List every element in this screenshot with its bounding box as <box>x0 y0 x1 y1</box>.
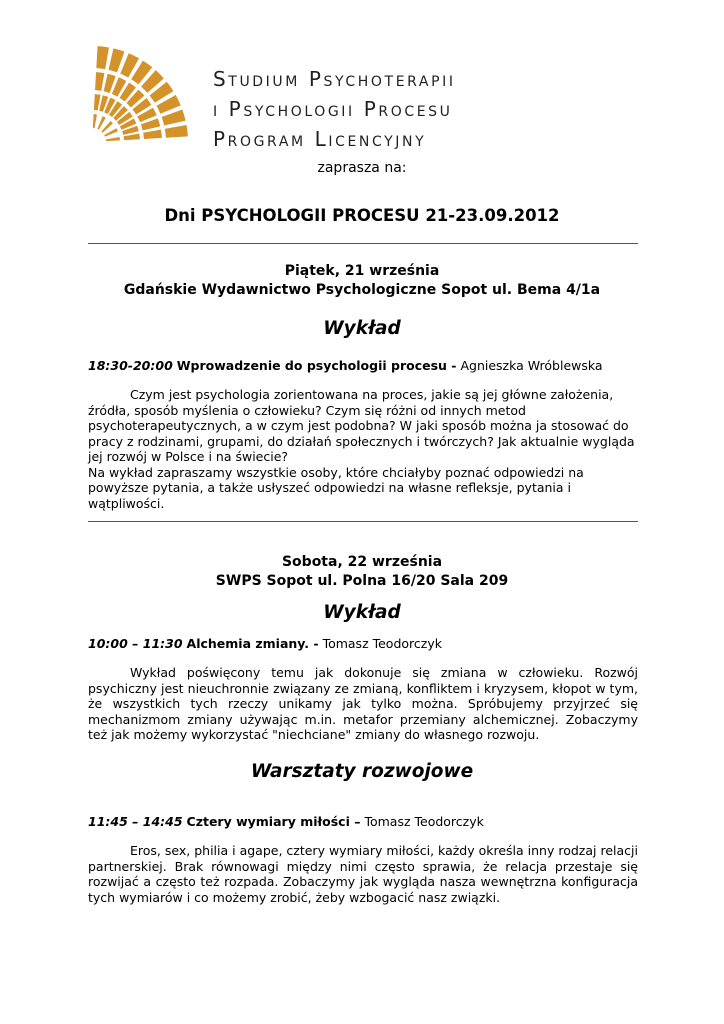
day1-date: Piątek, 21 września <box>284 263 440 279</box>
logo-ray-segment <box>165 125 188 138</box>
day2-paragraph-2: Eros, sex, philia i agape, cztery wymiary miłości, każdy określa inny rodzaj relacji partnerskiej. Brak równowagi między nimi często sprawia, że relacja przestaje się rozwijać a często też rozpada. Zobaczymy jak wygląda nasza wewnętrzna konfiguracja tych wymiarów i co możemy zrobić, żeby wzbogacić nasz związki. <box>88 843 638 905</box>
logo-ray-segment <box>93 114 97 128</box>
session-title: Alchemia zmiany. - <box>186 636 319 651</box>
logo-mark <box>88 44 188 144</box>
divider <box>88 521 638 522</box>
day2-paragraph-1: Wykład poświęcony temu jak dokonuje się zmiana w człowieku. Rozwój psychiczny jest nieuchronnie związany ze zmianą, konfliktem i kryzysem, kłopot w tym, że wszystkich tych rzeczy unikamy jak tylko można. Spróbujemy przyjrzeć się mechanizmom zmiany używając m.in. metafor przemiany alchemicznej. Zobaczymy też jak możemy wykorzystać "niechciane" zmiany do własnego rozwoju. <box>88 665 638 742</box>
logo-ray-segment <box>101 121 113 133</box>
session-time: 18:30-20:00 <box>88 358 173 373</box>
day2-description-1 <box>88 665 638 743</box>
session-title: Cztery wymiary miłości – <box>186 814 361 829</box>
logo-ray-segment <box>143 130 162 139</box>
day2-date: Sobota, 22 września <box>281 554 443 570</box>
divider <box>88 243 638 244</box>
logo-ray-segment <box>96 46 109 69</box>
logo-ray-segment <box>94 94 101 110</box>
page-title: Dni PSYCHOLOGII PROCESU 21-23.09.2012 <box>164 206 560 225</box>
day1-session <box>88 358 648 373</box>
logo-ray-segment <box>123 133 139 140</box>
logo-text <box>213 64 456 154</box>
logo-line-2: i Psychologii Procesu <box>213 97 453 121</box>
logo-ray-segment <box>95 72 104 91</box>
day2-description-2 <box>88 843 638 905</box>
day2-section-heading-1: Wykład <box>323 602 401 623</box>
day1-description <box>88 387 638 511</box>
day1-paragraph-1: Czym jest psychologia zorientowana na proces, jakie są jej główne założenia, źródła, sposób myślenia o człowieku? Czym się różni od innych metod psychoterapeutycznych, a w czym jest podobna? W jaki sposób można ja stosować do pracy z rodzinami, grupami, do działań społecznych i twórczych? Jak aktualnie wygląda jej rozwój w Polsce i na świecie? <box>88 387 635 464</box>
day1-place: Gdańskie Wydawnictwo Psychologiczne Sopot ul. Bema 4/1a <box>123 282 601 298</box>
logo-ray-segment <box>106 137 120 141</box>
logo-ray-segment <box>109 48 125 72</box>
session-speaker: Tomasz Teodorczyk <box>322 636 442 651</box>
session-speaker: Tomasz Teodorczyk <box>364 814 484 829</box>
invite-text: zaprasza na: <box>317 160 407 176</box>
day2-session-1 <box>88 636 648 651</box>
logo-ray-segment <box>97 116 105 130</box>
logo-ray-segment <box>104 128 118 136</box>
day2-place: SWPS Sopot ul. Polna 16/20 Sala 209 <box>215 573 509 589</box>
logo-line-3: Program Licencyjny <box>213 127 427 151</box>
logo-ray-segment <box>162 110 186 126</box>
day2-section-heading-2: Warsztaty rozwojowe <box>250 761 474 782</box>
session-time: 11:45 – 14:45 <box>88 814 183 829</box>
session-title: Wprowadzenie do psychologii procesu - <box>176 358 457 373</box>
day1-paragraph-2: Na wykład zapraszamy wszystkie osoby, które chciałyby poznać odpowiedzi na powyższe pytania, a także usłyszeć odpowiedzi na własne refleksje, pytania i wątpliwości. <box>88 464 584 511</box>
logo-line-1: Studium Psychoterapii <box>213 67 456 91</box>
session-time: 10:00 – 11:30 <box>88 636 183 651</box>
day2-session-2 <box>88 814 648 829</box>
session-speaker: Agnieszka Wróblewska <box>460 358 603 373</box>
logo-rays-icon <box>88 44 188 144</box>
day1-section-heading: Wykład <box>323 318 401 339</box>
